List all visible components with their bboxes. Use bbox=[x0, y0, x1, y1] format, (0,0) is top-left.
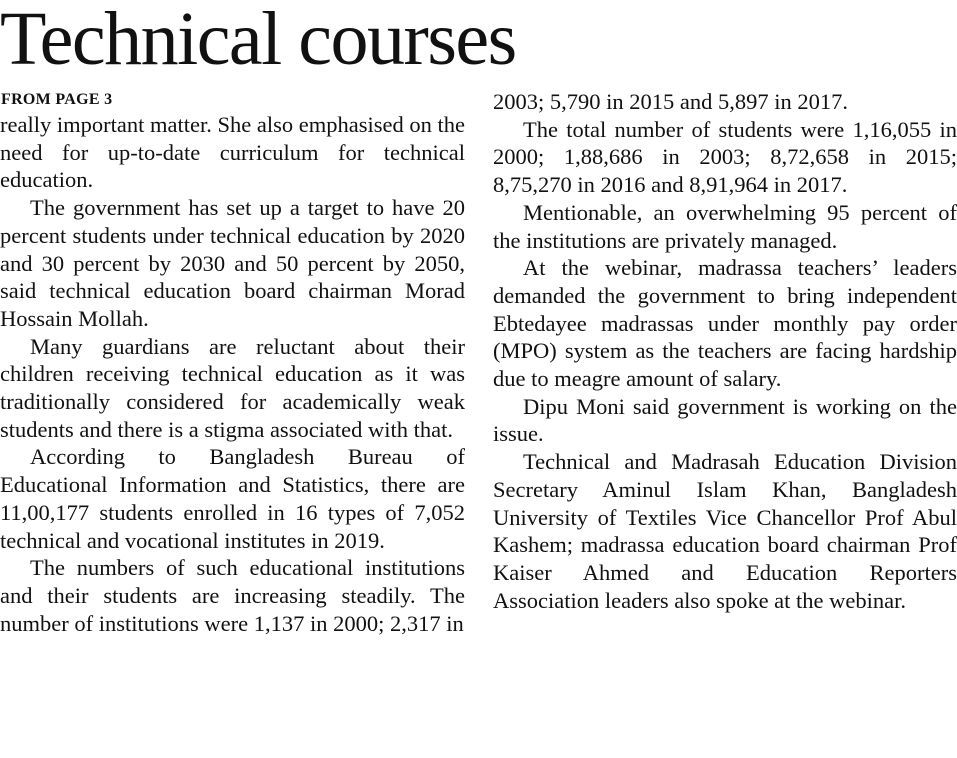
left-paragraph-2: The government has set up a target to have 20 percent students under technical education by 2020 and 30 percent by 2030 and 50 percent by 2050, said technical education board chairman Morad Hossain Mollah. bbox=[0, 195, 465, 331]
right-paragraph-3: Mentionable, an overwhelming 95 percent of the institutions are privately managed. bbox=[493, 199, 957, 253]
right-paragraph-6: Technical and Madrasah Education Division Secretary Aminul Islam Khan, Bangladesh University of Textiles Vice Chancellor Prof Abul Kashem; madrassa education board chairman Prof Kaiser Ahmed and Education Reporters Association leaders also spoke at the webinar. bbox=[493, 449, 957, 613]
right-paragraph-1: 2003; 5,790 in 2015 and 5,897 in 2017. bbox=[493, 89, 848, 114]
jump-line: FROM PAGE 3 bbox=[1, 91, 113, 108]
left-paragraph-3: Many guardians are reluctant about their children receiving technical education as it was traditionally considered for academically weak students and there is a stigma associated with that. bbox=[0, 333, 465, 442]
left-column bbox=[0, 111, 465, 637]
left-paragraph-1: really important matter. She also emphasised on the need for up-to-date curriculum for technical education. bbox=[0, 112, 465, 193]
right-paragraph-2: The total number of students were 1,16,055 in 2000; 1,88,686 in 2003; 8,72,658 in 2015; 8,75,270 in 2016 and 8,91,964 in 2017. bbox=[493, 116, 957, 198]
right-paragraph-5: Dipu Moni said government is working on the issue. bbox=[493, 393, 957, 447]
right-column bbox=[493, 88, 957, 614]
left-paragraph-4: According to Bangladesh Bureau of Educational Information and Statistics, there are 11,00,177 students enrolled in 16 types of 7,052 technical and vocational institutes in 2019. bbox=[0, 444, 465, 553]
left-paragraph-5: The numbers of such educational institutions and their students are increasing steadily. The number of institutions were 1,137 in 2000; 2,317 in bbox=[0, 555, 465, 636]
right-paragraph-4: At the webinar, madrassa teachers’ leaders demanded the government to bring independent Ebtedayee madrassas under monthly pay order (MPO) system as the teachers are facing hardship due to meagre amount of salary. bbox=[493, 255, 957, 392]
headline: Technical courses bbox=[0, 0, 516, 81]
